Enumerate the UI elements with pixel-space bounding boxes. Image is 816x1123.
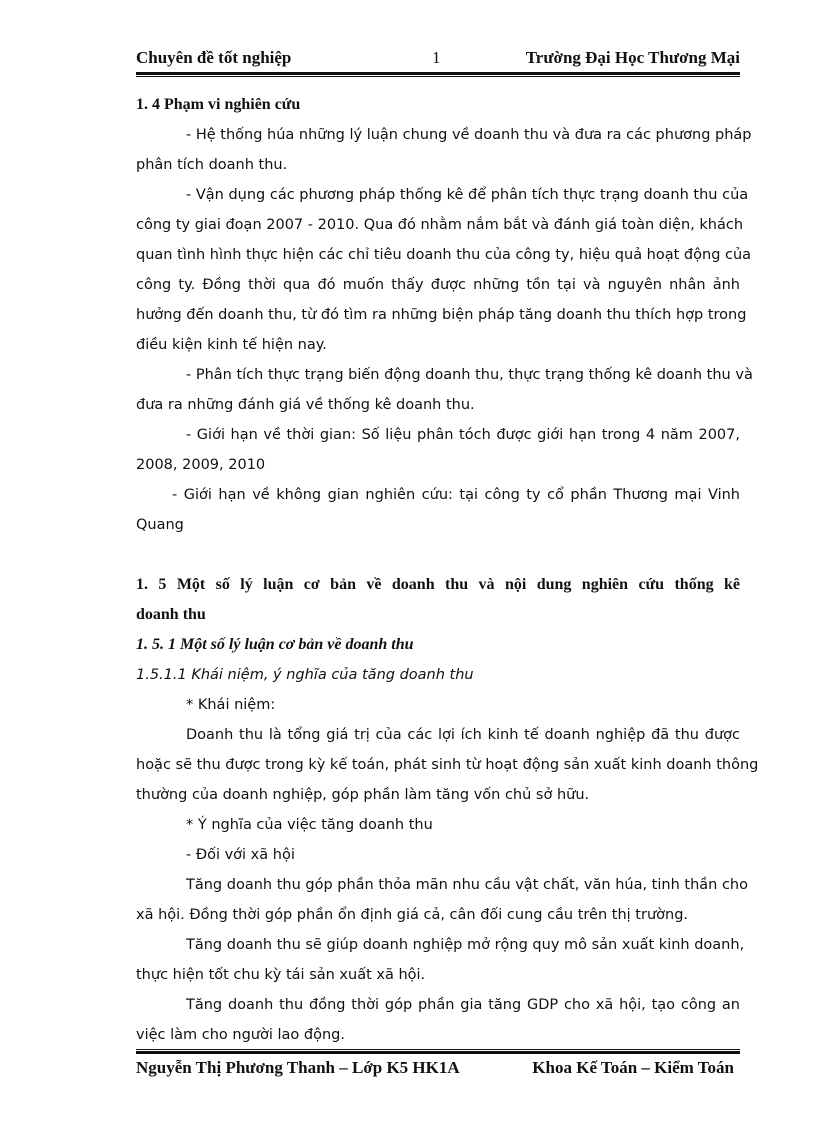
paragraph-line: Doanh thu là tổng giá trị của các lợi ích kinh tế doanh nghiệp đã thu được [186,727,740,743]
paragraph-line: - Phân tích thực trạng biến động doanh thu, thực trạng thống kê doanh thu và [186,367,753,383]
paragraph-line: xã hội. Đồng thời góp phần ổn định giá cả, cân đối cung cầu trên thị trường. [136,907,689,923]
subsection-heading: 1. 5. 1 Một số lý luận cơ bản về doanh thu [136,636,414,653]
page-number: 1 [432,48,441,67]
paragraph-line: hoặc sẽ thu được trong kỳ kế toán, phát sinh từ hoạt động sản xuất kinh doanh thông [136,757,759,773]
header-university-name: Trường Đại Học Thương Mại [525,48,740,67]
paragraph-line: hưởng đến doanh thu, từ đó tìm ra những biện pháp tăng doanh thu thích hợp trong [136,307,747,323]
section-heading: 1. 4 Phạm vi nghiên cứu [136,96,301,113]
header-rule [136,72,740,77]
footer-author-class: Nguyễn Thị Phương Thanh – Lớp K5 HK1A [136,1058,460,1077]
section-heading: 1. 5 Một số lý luận cơ bản về doanh thu và nội dung nghiên cứu thống kê [136,576,740,593]
paragraph-line: Tăng doanh thu sẽ giúp doanh nghiệp mở rộng quy mô sản xuất kinh doanh, [186,937,745,953]
paragraph-line: - Hệ thống húa những lý luận chung về doanh thu và đưa ra các phương pháp [186,127,752,143]
paragraph-line: - Giới hạn về không gian nghiên cứu: tại công ty cổ phần Thương mại Vinh [172,487,740,503]
section-heading-continued: doanh thu [136,606,206,623]
paragraph-line: công ty. Đồng thời qua đó muốn thấy được những tồn tại và nguyên nhân ảnh [136,277,740,293]
paragraph-line: điều kiện kinh tế hiện nay. [136,337,327,353]
document-body [136,90,759,1050]
paragraph-line: thường của doanh nghiệp, góp phần làm tăng vốn chủ sở hữu. [136,787,590,803]
meaning-label: * Ý nghĩa của việc tăng doanh thu [186,817,433,833]
paragraph-line: Quang [136,517,184,533]
paragraph-line: 2008, 2009, 2010 [136,457,266,473]
paragraph-line: thực hiện tốt chu kỳ tái sản xuất xã hội. [136,967,426,983]
paragraph-line: việc làm cho người lao động. [136,1027,345,1043]
header-document-title: Chuyên đề tốt nghiệp [136,48,292,67]
blank-line [136,540,740,570]
paragraph-line: - Giới hạn về thời gian: Số liệu phân tóch được giới hạn trong 4 năm 2007, [186,427,740,443]
paragraph-line: quan tình hình thực hiện các chỉ tiêu doanh thu của công ty, hiệu quả hoạt động của [136,247,752,263]
footer-department: Khoa Kế Toán – Kiểm Toán [532,1058,734,1077]
page-header [136,44,740,70]
page-footer [136,1056,740,1080]
paragraph-line: Tăng doanh thu đồng thời góp phần gia tăng GDP cho xã hội, tạo công an [186,997,740,1013]
footer-rule [136,1049,740,1054]
paragraph-line: đưa ra những đánh giá về thống kê doanh thu. [136,397,475,413]
paragraph-line: Tăng doanh thu góp phần thỏa mãn nhu cầu vật chất, văn húa, tinh thần cho [186,877,748,893]
paragraph-line: công ty giai đoạn 2007 - 2010. Qua đó nhằm nắm bắt và đánh giá toàn diện, khách [136,217,744,233]
concept-label: * Khái niệm: [186,697,276,713]
society-label: - Đối với xã hội [186,847,295,863]
paragraph-line: - Vận dụng các phương pháp thống kê để phân tích thực trạng doanh thu của [186,187,749,203]
subsubsection-heading: 1.5.1.1 Khái niệm, ý nghĩa của tăng doanh thu [136,667,474,683]
paragraph-line: phân tích doanh thu. [136,157,288,173]
